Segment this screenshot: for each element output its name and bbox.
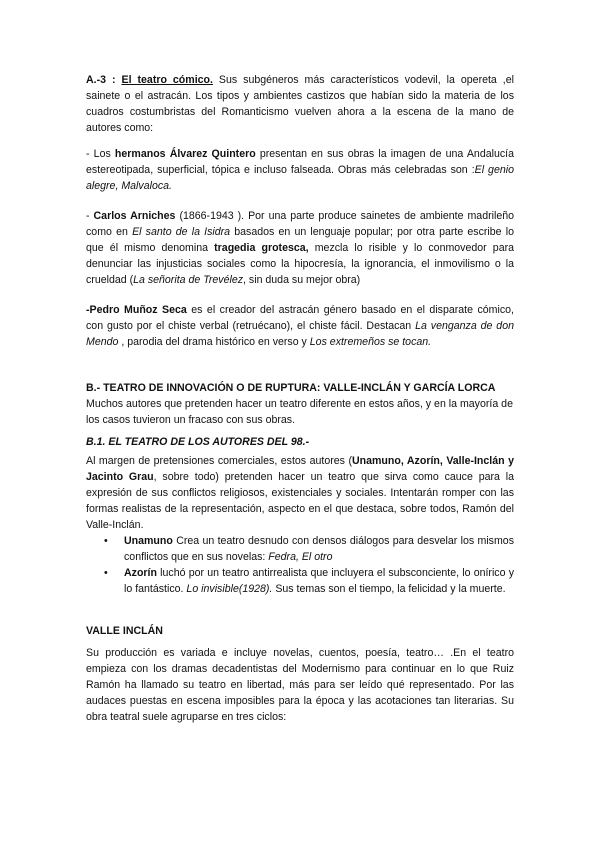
b1-text-1: Al margen de pretensiones comerciales, estos autores ( xyxy=(86,455,352,467)
b1-authors: Unamuno, Azorín, Valle-Inclán y Jacinto Grau xyxy=(86,455,515,483)
section-b1-heading: B.1. EL TEATRO DE LOS AUTORES DEL 98.- xyxy=(86,436,310,448)
munoz-text-1: es el creador del astracán género basado en el disparate cómico, con gusto por el chiste verbal (retruécano), el chiste fácil. Destacan xyxy=(86,304,514,332)
valle-heading: VALLE INCLÁN xyxy=(86,625,163,637)
bullet-unamuno-text: Crea un teatro desnudo con densos diálogos para desvelar los mismos conflictos que en sus novelas: xyxy=(124,535,514,563)
munoz-work-2: Los extremeños se tocan. xyxy=(309,336,432,348)
quintero-text: presentan en sus obras la imagen de una Andalucía estereotipada, superficial, tópica e incluso falseada. Obras más celebradas son : xyxy=(86,148,514,176)
bullet-azorin-text-2: Sus temas son el tiempo, la felicidad y la muerte. xyxy=(272,583,506,595)
section-a3-text: Sus subgéneros más característicos vodevil, la opereta ,el sainete o el astracán. Los tipos y ambientes castizos que habían sido la materia de los cuadros costumbristas del Romanticismo vuelven ahora a la escena de la mano de autores como: xyxy=(86,74,514,134)
munoz-name: -Pedro Muñoz Seca xyxy=(86,304,187,316)
arniches-name: Carlos Arniches xyxy=(93,210,176,222)
bullet-unamuno-name: Unamuno xyxy=(124,535,173,547)
section-b1-paragraph xyxy=(86,453,514,533)
munoz-paragraph xyxy=(86,302,514,350)
section-b-intro: Muchos autores que pretenden hacer un teatro diferente en estos años, y en la mayoría de los casos tuvieron un fracaso con sus obras. xyxy=(86,398,513,426)
bullet-dot: • xyxy=(104,535,108,547)
valle-paragraph: Su producción es variada e incluye novelas, cuentos, poesía, teatro… .En el teatro empieza con los dramas decadentistas del Modernismo para continuar en lo que Ruiz Ramón ha llamado su teatro en libertad, más para ser leído qué representado. Por las audaces puestas en escena imposibles para la época y las acotaciones tan literarias. Su obra teatral suele agruparse en tres ciclos: xyxy=(86,647,514,723)
arniches-genre: tragedia grotesca, xyxy=(214,242,309,254)
bullet-dot: • xyxy=(104,567,108,579)
quintero-works: El genio alegre, Malvaloca. xyxy=(86,164,514,192)
arniches-text-4: , sin duda su mejor obra) xyxy=(243,274,361,286)
arniches-paragraph xyxy=(86,208,514,288)
arniches-prefix: - xyxy=(86,210,94,222)
munoz-text-2: , parodia del drama histórico en verso y xyxy=(118,336,310,348)
bullet-azorin-text-1: luchó por un teatro antirrealista que incluyera el subsconciente, lo onírico y lo fantástico. xyxy=(124,567,514,595)
munoz-work-1: La venganza de don Mendo xyxy=(86,320,514,348)
quintero-paragraph xyxy=(86,146,514,194)
bullet-unamuno xyxy=(86,533,514,565)
section-a3-title: El teatro cómico. xyxy=(121,74,213,86)
bullet-azorin xyxy=(86,565,514,597)
document-page xyxy=(86,72,514,725)
arniches-work-1: El santo de la Isidra xyxy=(132,226,231,238)
bullet-azorin-works: Lo invisible(1928). xyxy=(186,583,273,595)
quintero-prefix: - Los xyxy=(86,148,115,160)
arniches-text-2: basados en un lenguaje popular; por otra parte escribe lo que él mismo denomina xyxy=(86,226,514,254)
bullet-unamuno-works: Fedra, El otro xyxy=(268,551,333,563)
b1-text-2: , sobre todo) pretenden hacer un teatro que sirva como cauce para la expresión de sus conflictos religiosos, existenciales y sociales. Intentarán romper con las formas realistas de la representación, aspecto en el que destaca, sobre todos, Ramón del Valle-Inclán. xyxy=(86,471,514,531)
section-b-heading: B.- TEATRO DE INNOVACIÓN O DE RUPTURA: VALLE-INCLÁN Y GARCÍA LORCA xyxy=(86,382,496,394)
arniches-work-2: La señorita de Trevélez xyxy=(133,274,244,286)
section-a3-label: A.-3 : xyxy=(86,74,116,86)
bullet-azorin-name: Azorín xyxy=(124,567,157,579)
arniches-text-1: (1866-1943 ). Por una parte produce sainetes de ambiente madrileño como en xyxy=(86,210,514,238)
quintero-name: hermanos Álvarez Quintero xyxy=(114,148,256,160)
arniches-text-3: mezcla lo risible y lo conmovedor para denunciar las injusticias sociales como la hipocresía, la ignorancia, el inmovilismo o la crueldad ( xyxy=(86,242,515,286)
section-a3-paragraph xyxy=(86,72,514,136)
authors-bullet-list xyxy=(86,533,514,597)
